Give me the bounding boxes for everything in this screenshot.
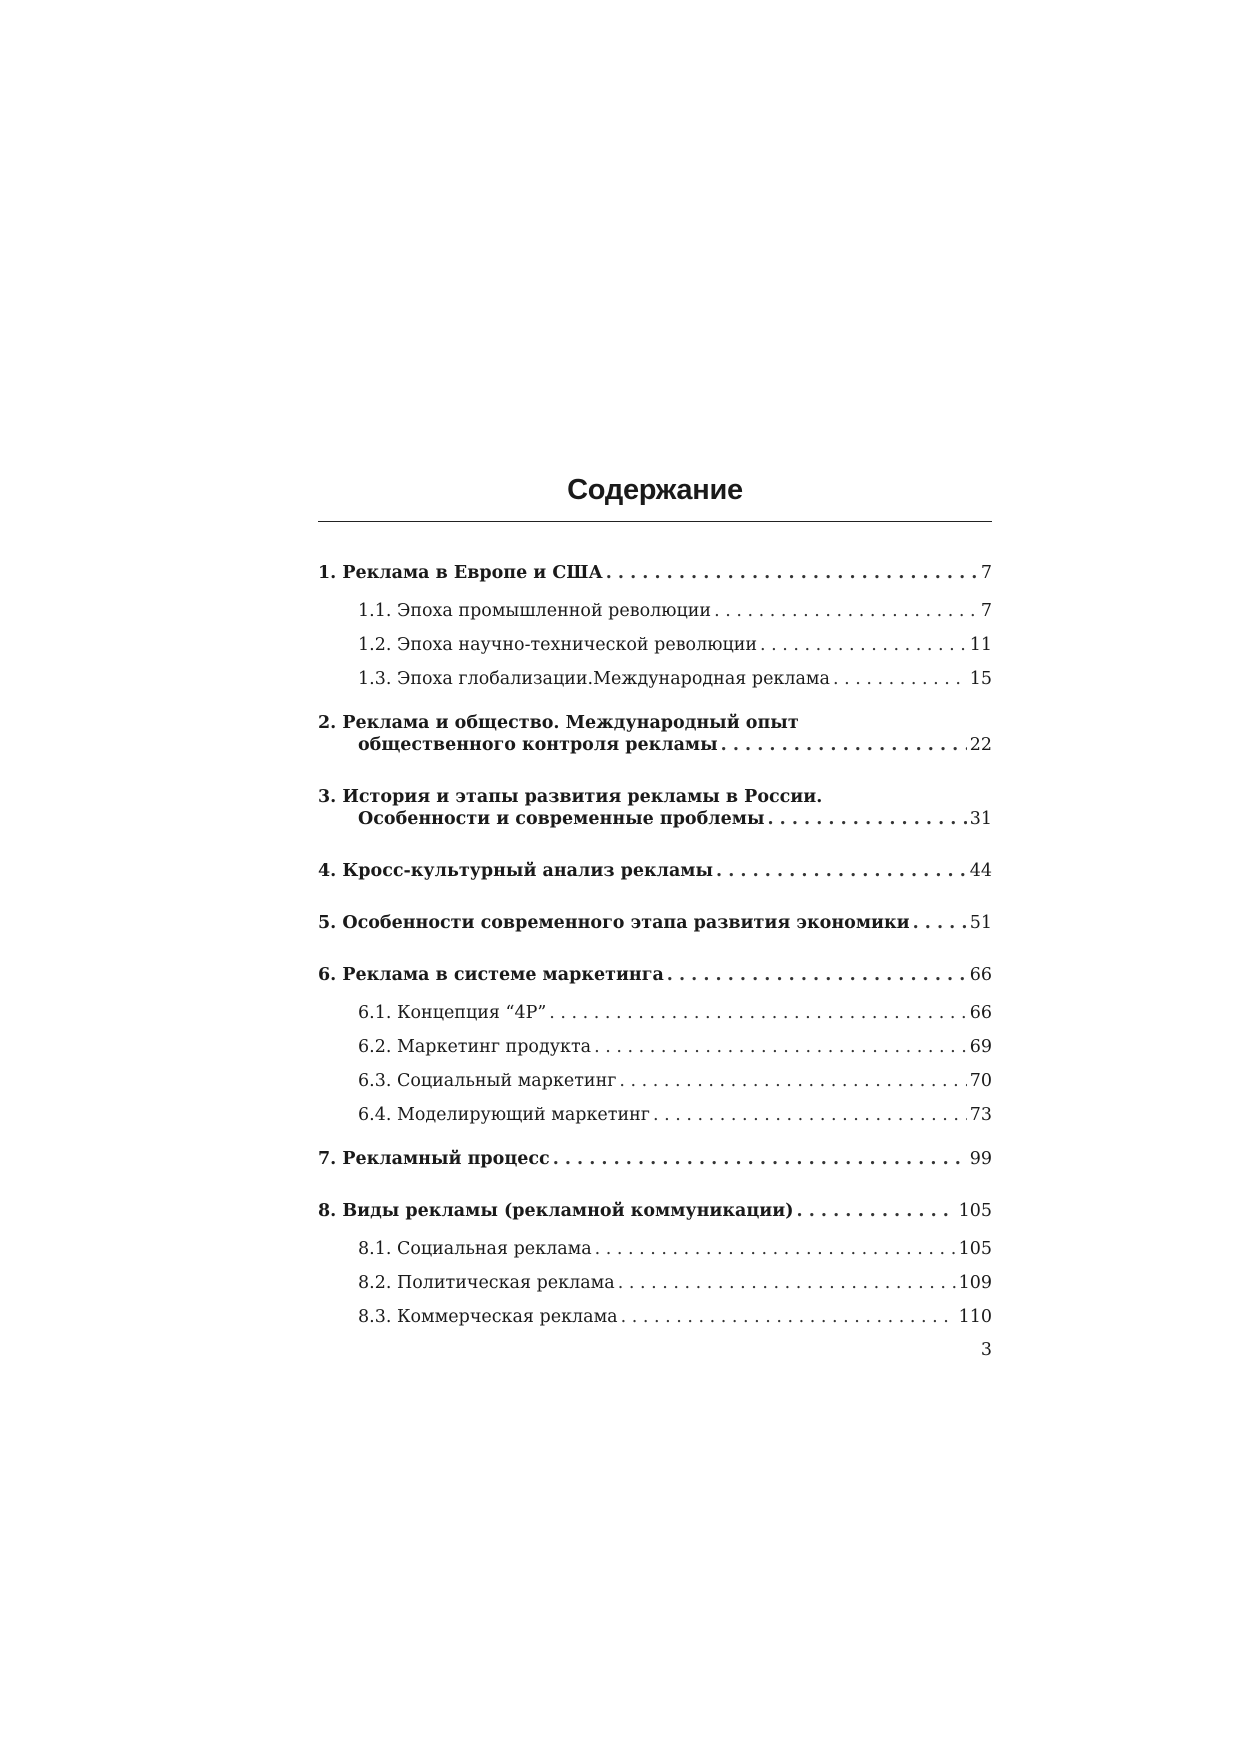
- leader-dots: [797, 1200, 956, 1222]
- toc-page-number: 99: [969, 1149, 992, 1169]
- toc-entry-ch8: [318, 1200, 992, 1222]
- leader-dots: [618, 1272, 956, 1294]
- leader-dots: [606, 562, 978, 584]
- toc-entry-ch2: [318, 712, 992, 756]
- leader-dots: [621, 1306, 956, 1328]
- toc-entry-text: 5. Особенности современного этапа развития экономики: [318, 913, 910, 933]
- toc-entry-text: 8.1. Социальная реклама: [358, 1239, 592, 1259]
- toc-entry-8-1: [318, 1238, 992, 1260]
- toc-entry-8-3: [318, 1306, 992, 1328]
- toc-entry-1-3: [318, 668, 992, 690]
- toc-entry-text-line1: 2. Реклама и общество. Международный опыт: [318, 713, 799, 733]
- toc-entry-8-2: [318, 1272, 992, 1294]
- toc-entry-text-line1: 3. История и этапы развития рекламы в России.: [318, 787, 823, 807]
- leader-dots: [716, 860, 967, 882]
- toc-page-number: 11: [969, 635, 992, 655]
- leader-dots: [553, 1148, 967, 1170]
- leader-dots: [667, 964, 967, 986]
- toc-entry-ch7: [318, 1148, 992, 1170]
- toc-page-number: 44: [969, 861, 992, 881]
- toc-page: [318, 470, 992, 1360]
- toc-page-number: 51: [969, 913, 992, 933]
- toc-page-number: 31: [969, 809, 992, 829]
- toc-page-number: 15: [969, 669, 992, 689]
- toc-page-number: 7: [980, 601, 992, 621]
- toc-page-number: 66: [969, 1003, 992, 1023]
- toc-entry-text-line2: общественного контроля рекламы: [358, 735, 718, 755]
- toc-entry-text: 7. Рекламный процесс: [318, 1149, 550, 1169]
- toc-entry-text: 1. Реклама в Европе и США: [318, 563, 603, 583]
- toc-entry-6-2: [318, 1036, 992, 1058]
- leader-dots: [714, 600, 978, 622]
- toc-entry-ch1: [318, 562, 992, 584]
- toc-entry-6-1: [318, 1002, 992, 1024]
- toc-entry-text: 6.1. Концепция “4P”: [358, 1003, 547, 1023]
- toc-entry-text: 1.2. Эпоха научно-технической революции: [358, 635, 758, 655]
- toc-entry-6-4: [318, 1104, 992, 1126]
- leader-dots: [760, 634, 967, 656]
- toc-page-number: 69: [969, 1037, 992, 1057]
- title-rule: [318, 521, 992, 522]
- toc-entry-text: 8.2. Политическая реклама: [358, 1273, 615, 1293]
- toc-page-number: 73: [969, 1105, 992, 1125]
- toc-entry-text: 8.3. Коммерческая реклама: [358, 1307, 618, 1327]
- toc-entry-1-1: [318, 600, 992, 622]
- leader-dots: [913, 912, 967, 934]
- toc-page-number: 110: [958, 1307, 992, 1327]
- toc-entry-text: 6.3. Социальный маркетинг: [358, 1071, 617, 1091]
- toc-entry-text: 6.2. Маркетинг продукта: [358, 1037, 592, 1057]
- toc-page-number: 66: [969, 965, 992, 985]
- leader-dots: [549, 1002, 966, 1024]
- toc-entry-text: 6.4. Моделирующий маркетинг: [358, 1105, 650, 1125]
- page-number: 3: [980, 1340, 992, 1360]
- leader-dots: [595, 1238, 956, 1260]
- leader-dots: [619, 1070, 966, 1092]
- toc-entry-1-2: [318, 634, 992, 656]
- toc-entry-6-3: [318, 1070, 992, 1092]
- leader-dots: [594, 1036, 967, 1058]
- toc-page-number: 7: [980, 563, 992, 583]
- leader-dots: [653, 1104, 967, 1126]
- toc-page-number: 109: [958, 1273, 992, 1293]
- toc-page-number: 105: [958, 1239, 992, 1259]
- table-of-contents: [318, 562, 992, 1360]
- toc-entry-text: 8. Виды рекламы (рекламной коммуникации): [318, 1201, 794, 1221]
- toc-page-number: 22: [969, 735, 992, 755]
- toc-page-number: 105: [958, 1201, 992, 1221]
- toc-entry-text: 1.3. Эпоха глобализации.Международная реклама: [358, 669, 830, 689]
- toc-entry-text: 4. Кросс-культурный анализ рекламы: [318, 861, 714, 881]
- toc-entry-ch6: [318, 964, 992, 986]
- toc-entry-ch4: [318, 860, 992, 882]
- leader-dots: [768, 808, 967, 830]
- toc-entry-text: 6. Реклама в системе маркетинга: [318, 965, 664, 985]
- toc-page-number: 70: [969, 1071, 992, 1091]
- toc-entry-ch3: [318, 786, 992, 830]
- leader-dots: [833, 668, 967, 690]
- toc-entry-text: 1.1. Эпоха промышленной революции: [358, 601, 712, 621]
- toc-entry-ch5: [318, 912, 992, 934]
- leader-dots: [721, 734, 967, 756]
- page-title: Содержание: [567, 474, 743, 506]
- toc-entry-text-line2: Особенности и современные проблемы: [358, 809, 765, 829]
